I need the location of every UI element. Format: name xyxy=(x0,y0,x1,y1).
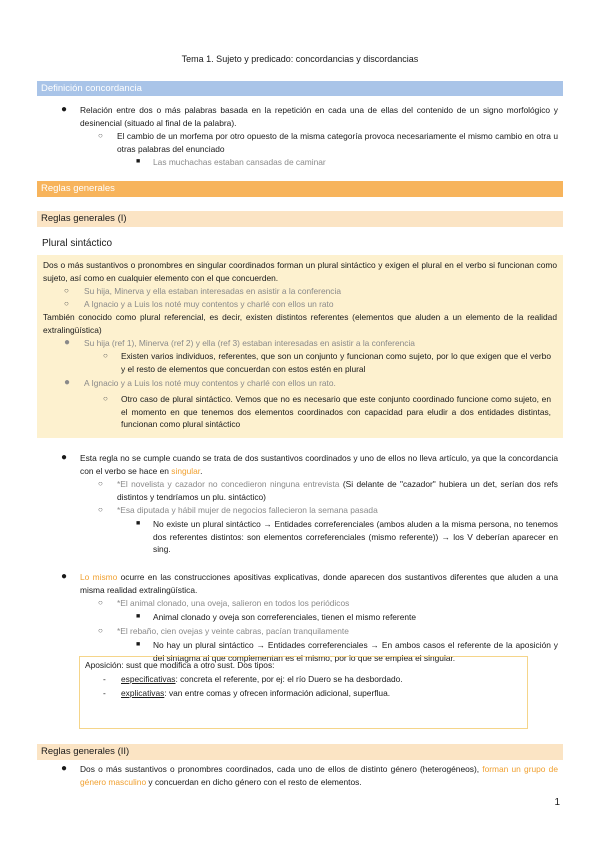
singular-example-2: *Esa diputada y hábil mujer de negocios fallecieron la semana pasada xyxy=(117,505,378,515)
aposicion-title: Aposición: sust que modifica a otro sust. Dos tipos: xyxy=(85,660,275,670)
referent-explanation: Existen varios individuos, referentes, que son un conjunto y funcionan como sujeto, por lo que exigen que el verbo y el resto de elementos que concuerdan con estos estén en plural xyxy=(121,351,551,374)
heading-plural-sintactico: Plural sintáctico xyxy=(42,238,113,249)
subsection-band-reglas-i: Reglas generales (I) xyxy=(37,211,563,227)
definition-sub: El cambio de un morfema por otro opuesto de la misma categoría provoca necesariamente el mismo cambio en otra u otras palabras del enunciado xyxy=(117,131,558,154)
apositive-example-1: *El animal clonado, una oveja, salieron en todos los periódicos xyxy=(117,598,350,608)
circle-bullet: ○ xyxy=(98,505,103,514)
apositive-rule: Lo mismo ocurre en las construcciones apositivas explicativas, donde aparecen dos sustantivos diferentes que aluden a una misma realidad extralingüística. xyxy=(80,572,558,595)
circle-bullet: ○ xyxy=(98,626,103,635)
plural-example-1: Su hija, Minerva y ella estaban interesadas en asistir a la conferencia xyxy=(84,286,341,296)
circle-bullet: ○ xyxy=(103,351,108,360)
page-title: Tema 1. Sujeto y predicado: concordancias y discordancias xyxy=(181,54,419,64)
definition-example: Las muchachas estaban cansadas de caminar xyxy=(153,157,326,167)
bullet-dot: ● xyxy=(61,571,68,582)
singular-highlight: singular xyxy=(171,465,201,476)
bullet-dot: ● xyxy=(64,337,71,348)
gender-highlight: forman un grupo de género masculino xyxy=(80,764,558,787)
bullet-dot: ● xyxy=(61,763,68,774)
singular-example-1: *El novelista y cazador no concedieron ninguna entrevista (Si delante de "cazador" hubiera un det, serían dos refs distintos y tendríamos un plu. sintáctico) xyxy=(117,479,558,502)
circle-bullet: ○ xyxy=(64,286,69,295)
circle-bullet: ○ xyxy=(64,299,69,308)
coordination-example: A Ignacio y a Luis los noté muy contentos y charlé con ellos un rato. xyxy=(84,378,336,388)
apositive-example-2: *El rebaño, cien ovejas y veinte cabras, pacían tranquilamente xyxy=(117,626,349,636)
subsection-band-reglas-ii: Reglas generales (II) xyxy=(37,744,563,760)
plural-example-2: A Ignacio y a Luis los noté muy contentos y charlé con ellos un rato xyxy=(84,299,334,309)
apositive-highlight: Lo mismo xyxy=(80,572,118,582)
dash-bullet: - xyxy=(103,674,106,684)
bullet-dot: ● xyxy=(61,104,68,115)
aposicion-especificativas: especificativas: concreta el referente, por ej: el río Duero se ha desbordado. xyxy=(121,674,403,684)
coordination-explanation: Otro caso de plural sintáctico. Vemos que no es necesario que este conjunto coordinado funcione como sujeto, en el momento en que tenemos dos elementos coordinados con capacidad para eludir a dos entidades distintas, funcionan como plural sintáctico xyxy=(121,394,551,430)
referent-example: Su hija (ref 1), Minerva (ref 2) y ella (ref 3) estaban interesadas en asistir a la conferencia xyxy=(84,338,415,348)
plural-referencial-paragraph: También conocido como plural referencial, es decir, existen distintos referentes (elementos que aluden a un elemento de la realidad extralingüística) xyxy=(43,312,557,335)
aposicion-explicativas: explicativas: van entre comas y ofrecen información adicional, superflua. xyxy=(121,688,391,698)
square-bullet: ■ xyxy=(136,641,141,648)
apositive-explanation-2: No hay un plural sintáctico → Entidades correferenciales → En ambos casos el referente de la aposición y del sintagma al que complementan es el mismo, por lo que se emplea el singular. xyxy=(153,640,558,663)
singular-explanation: No existe un plural sintáctico → Entidades correferenciales (ambos aluden a la misma persona, no tenemos dos referentes distintos: son elementos correferenciales (mismo referente)) → los V deberían aparecer en sing. xyxy=(153,519,558,555)
page-number: 1 xyxy=(554,797,560,808)
square-bullet: ■ xyxy=(136,158,141,165)
circle-bullet: ○ xyxy=(98,131,103,140)
section-band-reglas: Reglas generales xyxy=(37,181,563,197)
bullet-dot: ● xyxy=(64,377,71,388)
definition-text: Relación entre dos o más palabras basada en la repetición en cada una de ellas del contenido de un signo morfológico y desinencial (situado al final de la palabra). xyxy=(80,105,558,128)
singular-rule: Esta regla no se cumple cuando se trata de dos sustantivos coordinados y uno de ellos no lleva artículo, ya que la concordancia con el verbo se hace en singular. xyxy=(80,453,558,476)
circle-bullet: ○ xyxy=(103,394,108,403)
section-band-definicion: Definición concordancia xyxy=(37,81,563,96)
square-bullet: ■ xyxy=(136,613,141,620)
circle-bullet: ○ xyxy=(98,598,103,607)
bullet-dot: ● xyxy=(61,452,68,463)
square-bullet: ■ xyxy=(136,520,141,527)
plural-paragraph: Dos o más sustantivos o pronombres en singular coordinados forman un plural sintáctico y exigen el plural en el verbo si funcionan como sujeto, así como en cualquier elemento con el que concuerden. xyxy=(43,260,557,283)
gender-rule: Dos o más sustantivos o pronombres coordinados, cada uno de ellos de distinto género (heterogéneos), forman un grupo de género masculino y concuerdan en dicho género con el resto de elementos. xyxy=(80,764,558,787)
dash-bullet: - xyxy=(103,688,106,698)
apositive-explanation-1: Animal clonado y oveja son correferenciales, tienen el mismo referente xyxy=(153,612,417,622)
circle-bullet: ○ xyxy=(98,479,103,488)
